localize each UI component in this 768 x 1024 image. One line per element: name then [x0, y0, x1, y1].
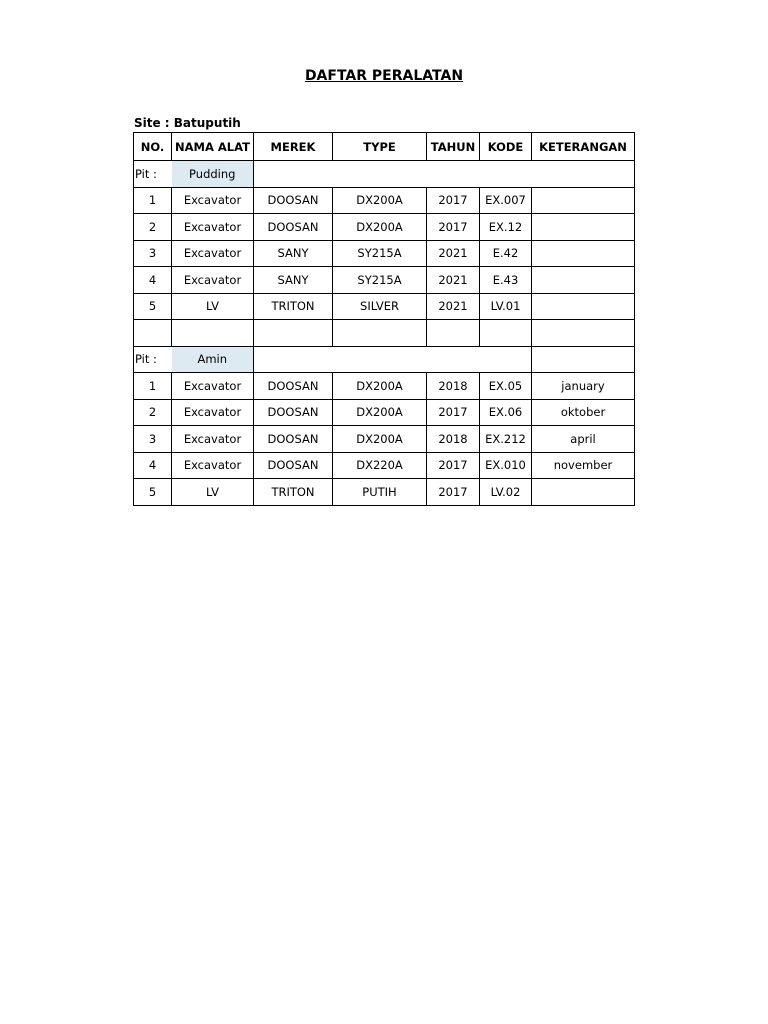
cell-merek: DOOSAN: [254, 373, 333, 400]
cell-kode: EX.12: [480, 214, 532, 241]
cell-no: [134, 320, 172, 347]
cell-merek: DOOSAN: [254, 187, 333, 214]
cell-type: DX200A: [333, 426, 427, 453]
cell-no: 5: [134, 293, 172, 320]
cell-kode: LV.01: [480, 293, 532, 320]
cell-kode: EX.06: [480, 399, 532, 426]
cell-nama-alat: [172, 320, 254, 347]
table-row: [134, 293, 635, 320]
pit-name: Pudding: [172, 161, 254, 188]
cell-kode: EX.010: [480, 452, 532, 479]
cell-merek: DOOSAN: [254, 426, 333, 453]
cell-type: DX200A: [333, 187, 427, 214]
cell-no: 2: [134, 214, 172, 241]
cell-type: SY215A: [333, 267, 427, 294]
cell-no: 5: [134, 479, 172, 506]
cell-keterangan: january: [532, 373, 635, 400]
col-header-type: TYPE: [333, 133, 427, 161]
cell-keterangan: [532, 320, 635, 347]
pit-name: Amin: [172, 346, 254, 373]
table-row: [134, 426, 635, 453]
cell-merek: SANY: [254, 240, 333, 267]
equipment-table: [133, 132, 635, 506]
cell-tahun: 2021: [427, 240, 480, 267]
cell-keterangan: [532, 293, 635, 320]
col-header-keterangan: KETERANGAN: [532, 133, 635, 161]
cell-nama-alat: Excavator: [172, 214, 254, 241]
cell-nama-alat: Excavator: [172, 373, 254, 400]
cell-type: DX220A: [333, 452, 427, 479]
cell-merek: TRITON: [254, 479, 333, 506]
cell-type: [333, 320, 427, 347]
cell-tahun: 2017: [427, 214, 480, 241]
table-row: [134, 452, 635, 479]
cell-keterangan: [532, 267, 635, 294]
table-row-empty: [134, 320, 635, 347]
header-row: [134, 133, 635, 161]
document-title: DAFTAR PERALATAN: [304, 68, 464, 84]
cell-type: DX200A: [333, 214, 427, 241]
table-row: [134, 214, 635, 241]
col-header-nama-alat: NAMA ALAT: [172, 133, 254, 161]
cell-no: 3: [134, 426, 172, 453]
col-header-merek: MEREK: [254, 133, 333, 161]
cell-type: PUTIH: [333, 479, 427, 506]
cell-keterangan: november: [532, 452, 635, 479]
cell-nama-alat: Excavator: [172, 267, 254, 294]
cell-keterangan: oktober: [532, 399, 635, 426]
cell-kode: LV.02: [480, 479, 532, 506]
cell-nama-alat: Excavator: [172, 426, 254, 453]
pit-row: [134, 346, 635, 373]
cell-keterangan: [532, 479, 635, 506]
cell-no: 1: [134, 187, 172, 214]
pit-row-keterangan: [532, 346, 635, 373]
cell-kode: [480, 320, 532, 347]
pit-row: [134, 161, 635, 188]
cell-nama-alat: Excavator: [172, 240, 254, 267]
cell-tahun: 2018: [427, 373, 480, 400]
cell-tahun: [427, 320, 480, 347]
cell-keterangan: [532, 187, 635, 214]
table-row: [134, 187, 635, 214]
table-row: [134, 479, 635, 506]
cell-nama-alat: LV: [172, 293, 254, 320]
cell-merek: DOOSAN: [254, 399, 333, 426]
cell-tahun: 2017: [427, 452, 480, 479]
cell-nama-alat: Excavator: [172, 452, 254, 479]
cell-keterangan: april: [532, 426, 635, 453]
cell-no: 4: [134, 267, 172, 294]
cell-nama-alat: Excavator: [172, 187, 254, 214]
cell-kode: E.42: [480, 240, 532, 267]
cell-kode: EX.05: [480, 373, 532, 400]
cell-merek: DOOSAN: [254, 452, 333, 479]
cell-nama-alat: Excavator: [172, 399, 254, 426]
table-row: [134, 240, 635, 267]
table-row: [134, 373, 635, 400]
table-row: [134, 267, 635, 294]
pit-row-spacer: [254, 161, 635, 188]
cell-kode: EX.007: [480, 187, 532, 214]
cell-tahun: 2021: [427, 293, 480, 320]
table-row: [134, 399, 635, 426]
cell-type: DX200A: [333, 399, 427, 426]
cell-keterangan: [532, 240, 635, 267]
cell-type: SY215A: [333, 240, 427, 267]
cell-type: SILVER: [333, 293, 427, 320]
cell-tahun: 2017: [427, 479, 480, 506]
cell-merek: SANY: [254, 267, 333, 294]
cell-no: 4: [134, 452, 172, 479]
site-label: Site : Batuputih: [134, 116, 241, 130]
col-header-tahun: TAHUN: [427, 133, 480, 161]
col-header-kode: KODE: [480, 133, 532, 161]
cell-tahun: 2021: [427, 267, 480, 294]
cell-merek: TRITON: [254, 293, 333, 320]
pit-label: Pit :: [134, 346, 172, 373]
cell-merek: DOOSAN: [254, 214, 333, 241]
cell-keterangan: [532, 214, 635, 241]
col-header-no: NO.: [134, 133, 172, 161]
cell-kode: EX.212: [480, 426, 532, 453]
pit-row-spacer: [254, 346, 532, 373]
cell-merek: [254, 320, 333, 347]
pit-label: Pit :: [134, 161, 172, 188]
cell-nama-alat: LV: [172, 479, 254, 506]
cell-tahun: 2017: [427, 187, 480, 214]
cell-kode: E.43: [480, 267, 532, 294]
cell-no: 3: [134, 240, 172, 267]
cell-tahun: 2017: [427, 399, 480, 426]
cell-type: DX200A: [333, 373, 427, 400]
cell-no: 2: [134, 399, 172, 426]
cell-no: 1: [134, 373, 172, 400]
cell-tahun: 2018: [427, 426, 480, 453]
